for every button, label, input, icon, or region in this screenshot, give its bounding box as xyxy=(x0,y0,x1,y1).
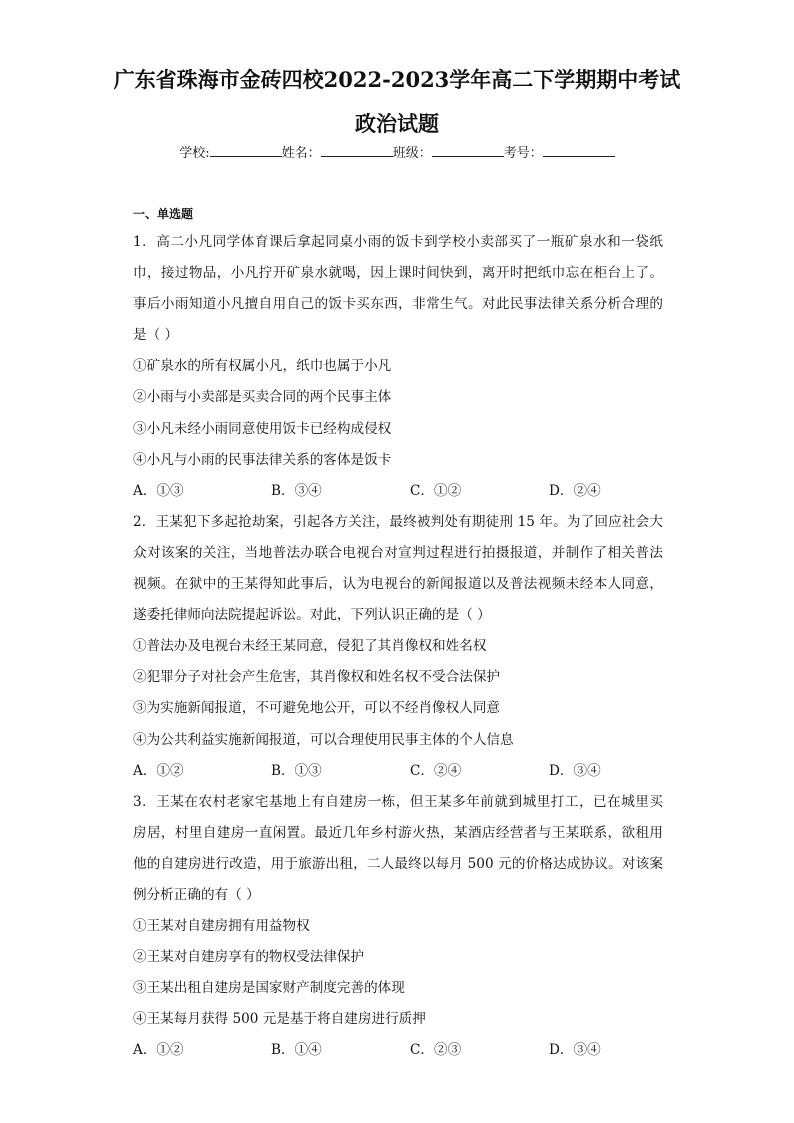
choice-b: B．③④ xyxy=(271,482,322,499)
choice-b: B．①③ xyxy=(271,762,322,779)
student-info-line xyxy=(0,144,794,163)
answer-choices xyxy=(133,1035,663,1066)
question-stem-line: 1．高二小凡同学体育课后拿起同桌小雨的饭卡到学校小卖部买了一瓶矿泉水和一袋纸 xyxy=(133,234,663,250)
question-1 xyxy=(133,227,663,507)
question-stem-line: 2．王某犯下多起抢劫案，引起各方关注，最终被判处有期徒刑 15 年。为了回应社会大 xyxy=(133,513,663,530)
choice-a: A．①③ xyxy=(133,482,184,499)
statement-1: ①矿泉水的所有权属小凡，纸巾也属于小凡 xyxy=(133,358,392,375)
choice-d: D．③④ xyxy=(549,1042,601,1059)
question-stem-line: 例分析正确的有（ ） xyxy=(133,886,260,903)
class-blank xyxy=(432,144,504,157)
question-stem-line: 众对该案的关注，当地普法办联合电视台对宣判过程进行拍摄报道，并制作了相关普法 xyxy=(133,544,663,561)
choice-c: C．①② xyxy=(410,482,462,499)
name-blank xyxy=(321,144,393,157)
question-stem-line: 事后小雨知道小凡擅自用自己的饭卡买东西，非常生气。对此民事法律关系分析合理的 xyxy=(133,296,663,313)
choice-a: A．①② xyxy=(133,1042,184,1059)
statement-3: ③小凡未经小雨同意使用饭卡已经构成侵权 xyxy=(133,420,392,437)
question-stem-line: 是（ ） xyxy=(133,327,179,344)
question-2 xyxy=(133,507,663,787)
question-stem-line: 3．王某在农村老家宅基地上有自建房一栋，但王某多年前就到城里打工，已在城里买 xyxy=(133,793,663,810)
class-label: 班级： xyxy=(392,146,432,161)
statement-4: ④小凡与小雨的民事法律关系的客体是饭卡 xyxy=(133,451,392,468)
choice-c: C．②③ xyxy=(410,1042,462,1059)
answer-choices xyxy=(133,756,663,787)
school-blank xyxy=(210,144,282,157)
choice-b: B．①④ xyxy=(271,1042,322,1059)
exam-number-label: 考号： xyxy=(503,146,543,161)
questions-body xyxy=(133,227,663,1067)
statement-3: ③为实施新闻报道，不可避免地公开，可以不经肖像权人同意 xyxy=(133,700,501,717)
choice-d: D．③④ xyxy=(549,762,601,779)
question-stem-line: 房居，村里自建房一直闲置。最近几年乡村游火热，某酒店经营者与王某联系，欲租用 xyxy=(133,824,663,841)
choice-d: D．②④ xyxy=(549,482,601,499)
statement-1: ①王某对自建房拥有用益物权 xyxy=(133,918,310,935)
choice-a: A．①② xyxy=(133,762,184,779)
statement-2: ②犯罪分子对社会产生危害，其肖像权和姓名权不受合法保护 xyxy=(133,669,501,686)
school-label: 学校: xyxy=(179,146,210,161)
exam-number-blank xyxy=(543,144,615,157)
question-stem-line: 巾，接过物品，小凡拧开矿泉水就喝，因上课时间快到，离开时把纸巾忘在柜台上了。 xyxy=(133,265,663,282)
statement-1: ①普法办及电视台未经王某同意，侵犯了其肖像权和姓名权 xyxy=(133,638,487,655)
statement-2: ②小雨与小卖部是买卖合同的两个民事主体 xyxy=(133,389,392,406)
name-label: 姓名： xyxy=(281,146,321,161)
statement-3: ③王某出租自建房是国家财产制度完善的体现 xyxy=(133,980,405,997)
statement-2: ②王某对自建房享有的物权受法律保护 xyxy=(133,949,365,966)
question-stem-line: 视频。在狱中的王某得知此事后，认为电视台的新闻报道以及普法视频未经本人同意， xyxy=(133,576,663,593)
question-3 xyxy=(133,787,663,1067)
question-stem-line: 遂委托律师向法院提起诉讼。对此，下列认识正确的是（ ） xyxy=(133,607,491,624)
exam-subject-title: 政治试题 xyxy=(355,111,439,136)
exam-title: 广东省珠海市金砖四校2022-2023学年高二下学期期中考试 xyxy=(113,67,681,92)
section-heading: 一、单选题 xyxy=(133,207,194,221)
answer-choices xyxy=(133,476,663,507)
question-stem-line: 他的自建房进行改造，用于旅游出租，二人最终以每月 500 元的价格达成协议。对该案 xyxy=(133,855,663,872)
choice-c: C．②④ xyxy=(410,762,462,779)
statement-4: ④为公共利益实施新闻报道，可以合理使用民事主体的个人信息 xyxy=(133,731,514,748)
statement-4: ④王某每月获得 500 元是基于将自建房进行质押 xyxy=(133,1011,426,1028)
